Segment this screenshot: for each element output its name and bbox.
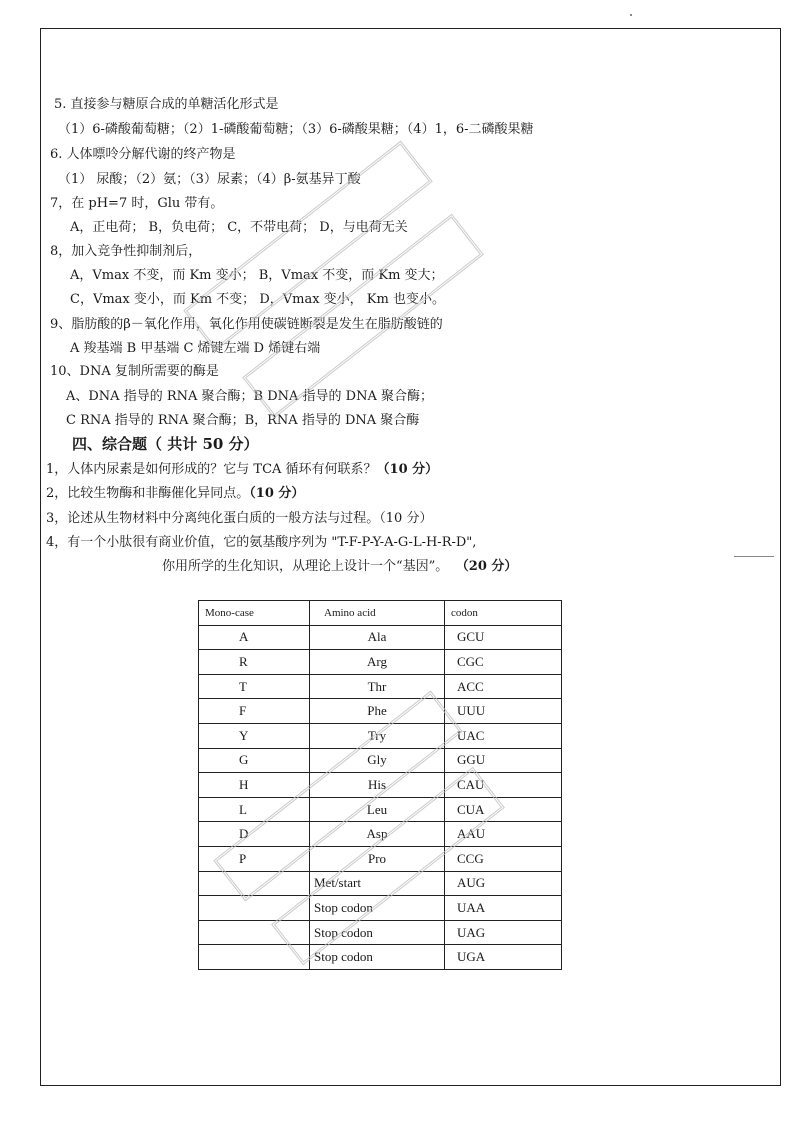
amino-acid-cell: Asp bbox=[310, 822, 445, 847]
header-codon: codon bbox=[445, 601, 562, 626]
header-amino-acid: Amino acid bbox=[310, 601, 445, 626]
q8-options-cd: C，Vmax 变小，而 Km 不变； D，Vmax 变小， Km 也变小。 bbox=[70, 292, 445, 307]
mono-case-cell: Y bbox=[199, 723, 310, 748]
amino-acid-cell: Stop codon bbox=[310, 920, 445, 945]
q10-options-cd: C RNA 指导的 RNA 聚合酶；B，RNA 指导的 DNA 聚合酶 bbox=[66, 413, 420, 428]
amino-acid-cell: Ala bbox=[310, 625, 445, 650]
codon-cell: UGA bbox=[445, 945, 562, 970]
codon-cell: GGU bbox=[445, 748, 562, 773]
amino-acid-cell: Phe bbox=[310, 699, 445, 724]
table-row bbox=[199, 674, 562, 699]
essay-q4-cont bbox=[162, 559, 517, 575]
table-row bbox=[199, 699, 562, 724]
essay-q4-text: 4，有一个小肽很有商业价值，它的氨基酸序列为 "T-F-P-Y-A-G-L-H-R-D", bbox=[46, 535, 477, 550]
codon-cell: CCG bbox=[445, 846, 562, 871]
essay-q3-text: 3，论述从生物材料中分离纯化蛋白质的一般方法与过程。 bbox=[46, 511, 380, 526]
mono-case-cell: L bbox=[199, 797, 310, 822]
table-header-row bbox=[199, 601, 562, 626]
amino-acid-cell: Stop codon bbox=[310, 945, 445, 970]
essay-q3 bbox=[46, 511, 432, 527]
codon-cell: CUA bbox=[445, 797, 562, 822]
codon-cell: CGC bbox=[445, 650, 562, 675]
essay-q3-points: （10 分） bbox=[379, 511, 433, 526]
codon-cell: UAA bbox=[445, 896, 562, 921]
essay-q1 bbox=[46, 462, 438, 478]
q5-options: （1）6-磷酸葡萄糖；（2）1-磷酸葡萄糖；（3）6-磷酸果糖；（4）1，6-二磷酸果糖 bbox=[58, 122, 534, 137]
mono-case-cell: P bbox=[199, 846, 310, 871]
section4-title: 四、综合题（ 共计 50 分） bbox=[72, 435, 259, 453]
table-row bbox=[199, 625, 562, 650]
mono-case-cell: R bbox=[199, 650, 310, 675]
amino-acid-cell: Arg bbox=[310, 650, 445, 675]
q9-options: A 羧基端 B 甲基端 C 烯键左端 D 烯键右端 bbox=[70, 341, 321, 356]
amino-acid-cell: Thr bbox=[310, 674, 445, 699]
q5-stem: 5. 直接参与糖原合成的单糖活化形式是 bbox=[54, 97, 279, 112]
q7-stem: 7，在 pH=7 时，Glu 带有。 bbox=[50, 196, 224, 211]
codon-cell: GCU bbox=[445, 625, 562, 650]
amino-acid-cell: Gly bbox=[310, 748, 445, 773]
mono-case-cell: T bbox=[199, 674, 310, 699]
table-row bbox=[199, 650, 562, 675]
codon-cell: AAU bbox=[445, 822, 562, 847]
scan-mark bbox=[630, 14, 632, 16]
essay-q2-points: （10 分） bbox=[249, 486, 305, 501]
codon-cell: UUU bbox=[445, 699, 562, 724]
amino-acid-cell: Met/start bbox=[310, 871, 445, 896]
mono-case-cell: A bbox=[199, 625, 310, 650]
q6-stem: 6. 人体嘌呤分解代谢的终产物是 bbox=[50, 147, 236, 162]
essay-q4 bbox=[46, 535, 476, 551]
essay-q2-text: 2，比较生物酶和非酶催化异同点。 bbox=[46, 486, 250, 501]
q8-options-ab: A，Vmax 不变，而 Km 变小； B，Vmax 不变，而 Km 变大； bbox=[70, 268, 444, 283]
q10-options-ab: A、DNA 指导的 RNA 聚合酶；B DNA 指导的 DNA 聚合酶； bbox=[66, 389, 433, 404]
essay-q2 bbox=[46, 486, 304, 502]
mono-case-cell: D bbox=[199, 822, 310, 847]
q9-stem: 9、脂肪酸的β－氧化作用，氧化作用使碳链断裂是发生在脂肪酸链的 bbox=[50, 317, 443, 332]
header-mono-case: Mono-case bbox=[199, 601, 310, 626]
table-row bbox=[199, 945, 562, 970]
mono-case-cell: F bbox=[199, 699, 310, 724]
codon-cell: UAC bbox=[445, 723, 562, 748]
codon-cell: ACC bbox=[445, 674, 562, 699]
mono-case-cell: H bbox=[199, 773, 310, 798]
amino-acid-cell: His bbox=[310, 773, 445, 798]
codon-cell: CAU bbox=[445, 773, 562, 798]
q7-options: A，正电荷； B，负电荷； C，不带电荷； D，与电荷无关 bbox=[70, 220, 408, 235]
essay-q4-cont-text: 你用所学的生化知识，从理论上设计一个“基因”。 bbox=[162, 559, 449, 574]
q8-stem: 8，加入竞争性抑制剂后， bbox=[50, 244, 202, 259]
q6-options: （1） 尿酸；（2）氨；（3）尿素；（4）β-氨基异丁酸 bbox=[58, 172, 361, 187]
codon-cell: UAG bbox=[445, 920, 562, 945]
table-row bbox=[199, 797, 562, 822]
mono-case-cell: G bbox=[199, 748, 310, 773]
amino-acid-cell: Try bbox=[310, 723, 445, 748]
q10-stem: 10、DNA 复制所需要的酶是 bbox=[50, 364, 219, 379]
amino-acid-cell: Leu bbox=[310, 797, 445, 822]
codon-cell: AUG bbox=[445, 871, 562, 896]
table-row bbox=[199, 920, 562, 945]
essay-q1-points: （10 分） bbox=[376, 462, 439, 477]
amino-acid-cell: Stop codon bbox=[310, 896, 445, 921]
amino-acid-cell: Pro bbox=[310, 846, 445, 871]
scan-mark bbox=[734, 556, 774, 557]
essay-q4-points: （20 分） bbox=[462, 559, 518, 574]
essay-q1-text: 1，人体内尿素是如何形成的？它与 TCA 循环有何联系？ bbox=[46, 462, 377, 477]
